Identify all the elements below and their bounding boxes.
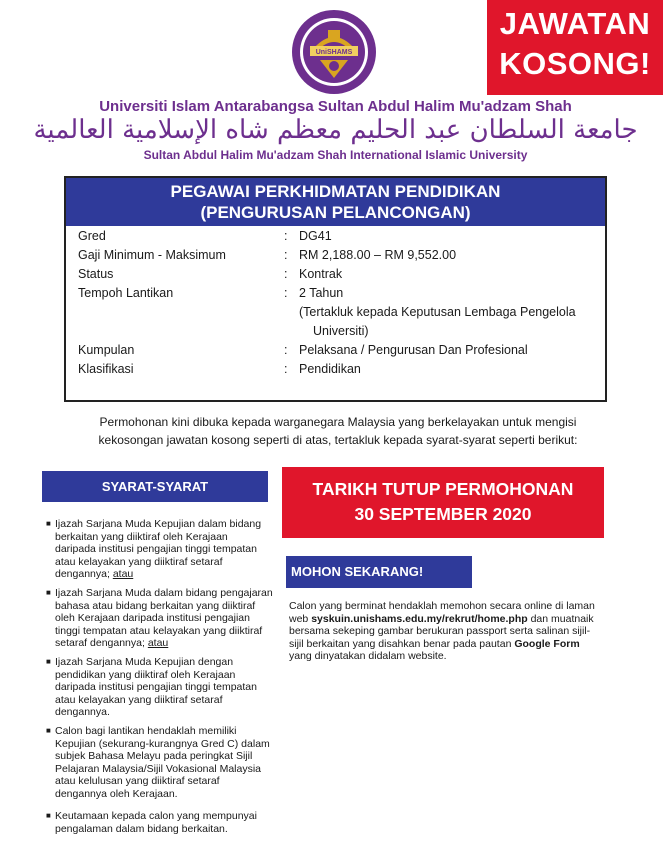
detail-colon: : xyxy=(284,343,288,357)
requirement-line: pendidikan yang diiktiraf oleh Kerajaan xyxy=(55,668,236,681)
apply-line xyxy=(289,613,597,626)
requirement-line: bahasa atau bidang berkaitan yang diiktiraf xyxy=(55,599,256,612)
detail-label-tempoh: Tempoh Lantikan xyxy=(78,286,174,300)
apply-text: web xyxy=(289,612,312,625)
detail-label-salary: Gaji Minimum - Maksimum xyxy=(78,248,226,262)
bullet-icon: ■ xyxy=(46,657,51,666)
logo-ribbon-text: UniSHAMS xyxy=(315,49,353,56)
apply-line xyxy=(289,638,597,651)
detail-value-status: Kontrak xyxy=(299,267,343,281)
intro-paragraph xyxy=(98,413,578,449)
requirement-line xyxy=(55,568,280,581)
university-name-malay: Universiti Islam Antarabangsa Sultan Abdul Halim Mu'adzam Shah xyxy=(99,98,572,115)
requirements-heading: SYARAT-SYARAT xyxy=(42,471,268,502)
detail-note-line-2: Universiti) xyxy=(313,324,369,338)
bullet-icon: ■ xyxy=(46,588,51,597)
detail-label-klasifikasi: Klasifikasi xyxy=(78,362,134,376)
requirement-item xyxy=(48,587,280,650)
requirement-line: dengannya. xyxy=(55,706,110,719)
google-form-link[interactable]: Google Form xyxy=(514,637,580,650)
requirement-line: Ijazah Sarjana Muda dalam bidang pengajaran xyxy=(55,587,273,599)
detail-value-gred: DG41 xyxy=(299,229,332,243)
university-name-arabic: جامعة السلطان عبد الحليم معظم شاه الإسلامية العالمية xyxy=(33,115,638,145)
detail-value-salary: RM 2,188.00 – RM 9,552.00 xyxy=(299,248,457,262)
detail-value-kumpulan: Pelaksana / Pengurusan Dan Profesional xyxy=(299,343,528,357)
requirement-line: Ijazah Sarjana Muda Kepujian dalam bidang xyxy=(55,518,262,530)
requirement-line: daripada institusi pengajian tinggi tempatan xyxy=(55,543,257,556)
job-title-line-2: (PENGURUSAN PELANCONGAN) xyxy=(200,203,471,222)
detail-value-klasifikasi: Pendidikan xyxy=(299,362,361,376)
requirement-line: dengannya oleh Kerajaan. xyxy=(55,787,178,800)
requirement-line: atau kelayakan yang diiktiraf setaraf xyxy=(55,693,223,706)
detail-colon: : xyxy=(284,267,288,281)
apply-line: yang dinyatakan didalam website. xyxy=(289,650,447,663)
badge-line-1: JAWATAN xyxy=(499,6,651,41)
requirement-item xyxy=(48,810,280,835)
requirement-text: dengannya; xyxy=(55,568,110,581)
apply-heading: MOHON SEKARANG! xyxy=(286,556,472,588)
university-name-english: Sultan Abdul Halim Mu'adzam Shah International Islamic University xyxy=(143,148,528,162)
requirement-line: pengalaman dalam bidang berkaitan. xyxy=(55,822,228,835)
requirement-text: setaraf dengannya; xyxy=(55,637,145,650)
requirement-line: oleh Kerajaan daripada institusi pengajian xyxy=(55,612,250,625)
apply-text: sijil berkaitan yang disahkan benar pada pautan xyxy=(289,637,515,650)
requirement-item xyxy=(48,725,280,801)
detail-label-kumpulan: Kumpulan xyxy=(78,343,135,357)
requirement-line: Keutamaan kepada calon yang mempunyai xyxy=(55,810,257,822)
intro-line-2: kekosongan jawatan kosong seperti di atas, tertakluk kepada syarat-syarat seperti berikut: xyxy=(98,433,578,447)
detail-label-status: Status xyxy=(78,267,114,281)
vacancy-badge xyxy=(487,0,663,95)
requirement-line: Ijazah Sarjana Muda Kepujian dengan xyxy=(55,656,234,668)
requirement-suffix: atau xyxy=(147,637,169,650)
requirement-line: daripada institusi pengajian tinggi tempatan xyxy=(55,681,257,694)
bullet-icon: ■ xyxy=(46,726,51,735)
badge-line-2: KOSONG! xyxy=(499,46,651,81)
job-title xyxy=(66,178,605,226)
requirement-line: berkaitan yang diiktiraf oleh Kerajaan xyxy=(55,530,228,543)
requirement-line: tinggi tempatan atau kelayakan yang diiktiraf xyxy=(55,624,263,637)
intro-line-1: Permohonan kini dibuka kepada warganegara Malaysia yang berkelayakan untuk mengisi xyxy=(99,415,577,429)
closing-date: 30 SEPTEMBER 2020 xyxy=(354,504,532,524)
apply-instructions xyxy=(289,600,597,663)
bullet-icon: ■ xyxy=(46,811,51,820)
apply-line: bersama sekeping gambar berukuran passport serta salinan sijil- xyxy=(289,625,591,638)
apply-text: dan muatnaik xyxy=(527,612,594,625)
requirement-line: subjek Bahasa Melayu pada peringkat Sijil xyxy=(55,750,253,763)
detail-value-tempoh: 2 Tahun xyxy=(299,286,344,300)
job-title-line-1: PEGAWAI PERKHIDMATAN PENDIDIKAN xyxy=(170,182,501,201)
requirement-line: Pelajaran Malaysia/Sijil Vokasional Malaysia xyxy=(55,762,262,775)
detail-colon: : xyxy=(284,229,288,243)
application-url-link[interactable]: syskuin.unishams.edu.my/rekrut/home.php xyxy=(311,612,528,625)
requirement-suffix: atau xyxy=(112,568,134,581)
requirement-line: Calon bagi lantikan hendaklah memiliki xyxy=(55,725,237,737)
detail-note-line-1: (Tertakluk kepada Keputusan Lembaga Pengelola xyxy=(299,305,576,319)
detail-label-gred: Gred xyxy=(78,229,106,243)
bullet-icon: ■ xyxy=(46,519,51,528)
requirement-line xyxy=(55,637,280,650)
detail-colon: : xyxy=(284,286,288,300)
closing-line-1: TARIKH TUTUP PERMOHONAN xyxy=(312,479,574,499)
requirement-line: atau kelulusan yang diiktiraf setaraf xyxy=(55,775,220,788)
requirement-item xyxy=(48,518,280,581)
requirement-item xyxy=(48,656,280,719)
closing-date-banner xyxy=(282,467,604,538)
apply-line: Calon yang berminat hendaklah memohon secara online di laman xyxy=(289,600,595,612)
requirement-line: Kepujian (sekurang-kurangnya Gred C) dalam xyxy=(55,737,270,750)
detail-colon: : xyxy=(284,362,288,376)
university-logo xyxy=(290,8,378,96)
detail-colon: : xyxy=(284,248,288,262)
requirement-line: atau kelayakan yang diiktiraf setaraf xyxy=(55,555,223,568)
